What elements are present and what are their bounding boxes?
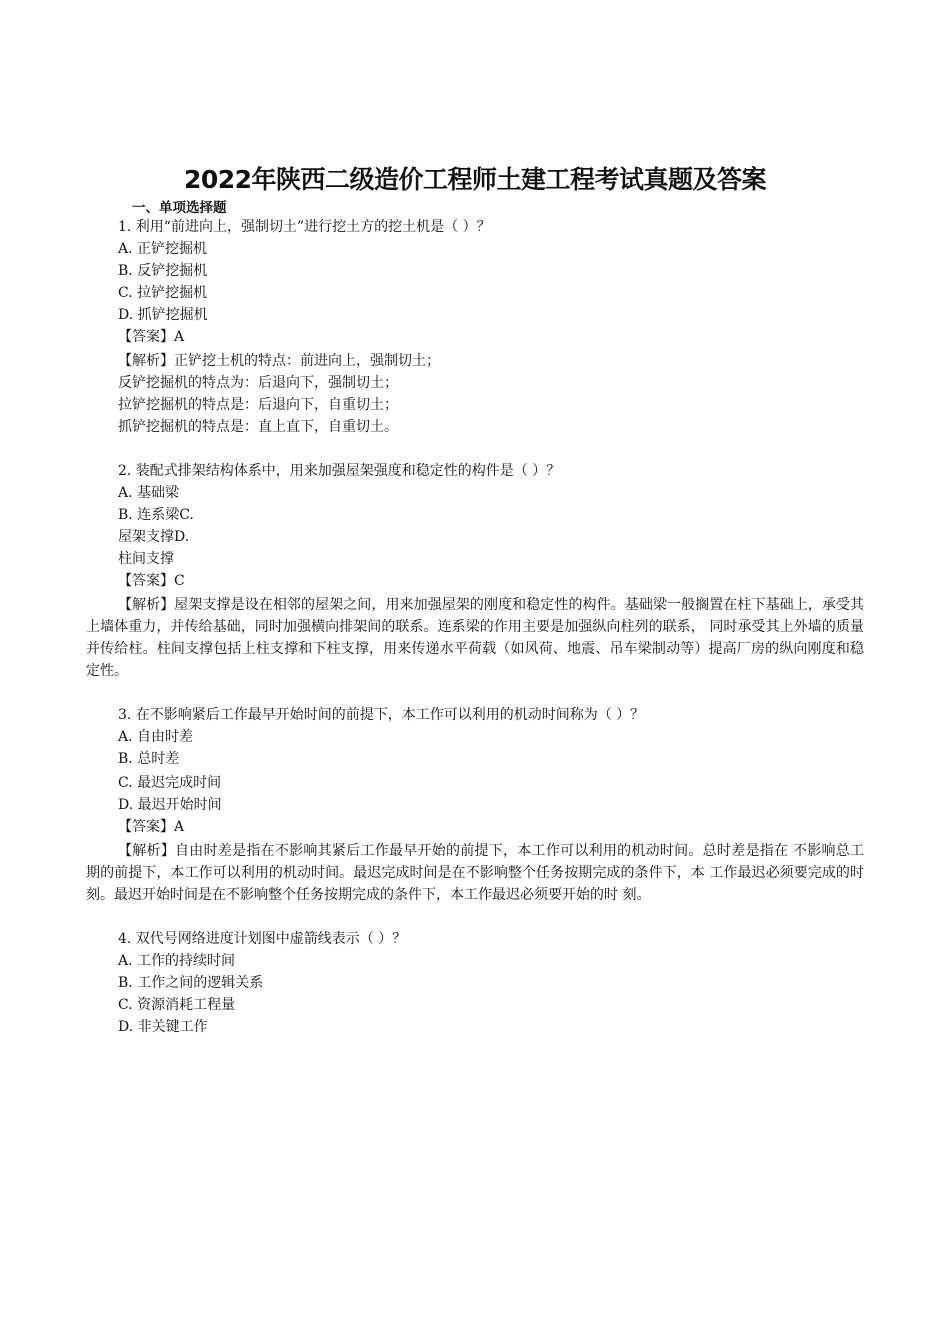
question-3-analysis (86, 840, 864, 906)
question-3-option-d: D. 最迟开始时间 (118, 797, 222, 813)
section-heading: 一、单项选择题 (132, 200, 227, 216)
question-2-stem: 2. 装配式排架结构体系中，用来加强屋架强度和稳定性的构件是（ ）？ (118, 463, 561, 479)
document-title: 2022年陕西二级造价工程师土建工程考试真题及答案 (183, 165, 767, 194)
question-3-option-c: C. 最迟完成时间 (118, 775, 222, 791)
question-1-option-a: A. 正铲挖掘机 (118, 241, 208, 257)
question-1-analysis-line: 抓铲挖掘机的特点是：直上直下，自重切土。 (118, 419, 398, 435)
question-2-analysis-text: 【解析】屋架支撑是设在相邻的屋架之间，用来加强屋架的刚度和稳定性的构件。基础梁一般搁置在柱下基础上，承受其上墙体重力，并传给基础，同时加强横向排架间的联系。连系梁的作用主要是加强纵向柱列的联系， 同时承受其上外墙的质量并传给柱。柱间支撑包括上柱支撑和下柱支撑，用来传递水平荷载（如风荷、地震、吊车梁制动等）提高厂房的纵向刚度和稳定性。 (86, 597, 864, 679)
question-4-option-a: A. 工作的持续时间 (118, 953, 236, 969)
question-2-option-d: 柱间支撑 (118, 551, 174, 567)
question-3-stem: 3. 在不影响紧后工作最早开始时间的前提下，本工作可以利用的机动时间称为（ ）？ (118, 707, 645, 723)
question-3-option-a: A. 自由时差 (118, 729, 194, 745)
question-2-answer: 【答案】C (118, 573, 185, 589)
question-1-stem: 1. 利用“前进向上，强制切土”进行挖土方的挖土机是（ ）？ (118, 219, 491, 235)
question-2-option-c: 屋架支撑D. (118, 529, 190, 545)
question-4-option-b: B. 工作之间的逻辑关系 (118, 975, 264, 991)
question-2-analysis (86, 594, 864, 682)
question-4-stem: 4. 双代号网络进度计划图中虚箭线表示（ ）？ (118, 931, 407, 947)
question-1-answer: 【答案】A (118, 329, 185, 345)
question-2-option-a: A. 基础梁 (118, 485, 180, 501)
question-3-analysis-text: 【解析】自由时差是指在不影响其紧后工作最早开始的前提下，本工作可以利用的机动时间。总时差是指在 不影响总工期的前提下，本工作可以利用的机动时间。最迟完成时间是在不影响整个任务按期完成的条件下，本 工作最迟必须要完成的时刻。最迟开始时间是在不影响整个任务按期完成的条件下，本工作最迟必须要开始的时 刻。 (86, 843, 864, 903)
question-1-option-d: D. 抓铲挖掘机 (118, 307, 208, 323)
question-4-option-d: D. 非关键工作 (118, 1019, 208, 1035)
question-1-analysis-line: 反铲挖掘机的特点为：后退向下，强制切土； (118, 375, 398, 391)
question-1-option-c: C. 拉铲挖掘机 (118, 285, 208, 301)
question-3-answer: 【答案】A (118, 819, 185, 835)
question-1-analysis-line: 拉铲挖掘机的特点是：后退向下，自重切土； (118, 397, 398, 413)
question-3-option-b: B. 总时差 (118, 751, 180, 767)
question-4-option-c: C. 资源消耗工程量 (118, 997, 236, 1013)
question-1-analysis-line: 【解析】正铲挖土机的特点：前进向上，强制切土； (118, 353, 440, 369)
question-2-option-b: B. 连系梁C. (118, 507, 194, 523)
question-1-option-b: B. 反铲挖掘机 (118, 263, 208, 279)
